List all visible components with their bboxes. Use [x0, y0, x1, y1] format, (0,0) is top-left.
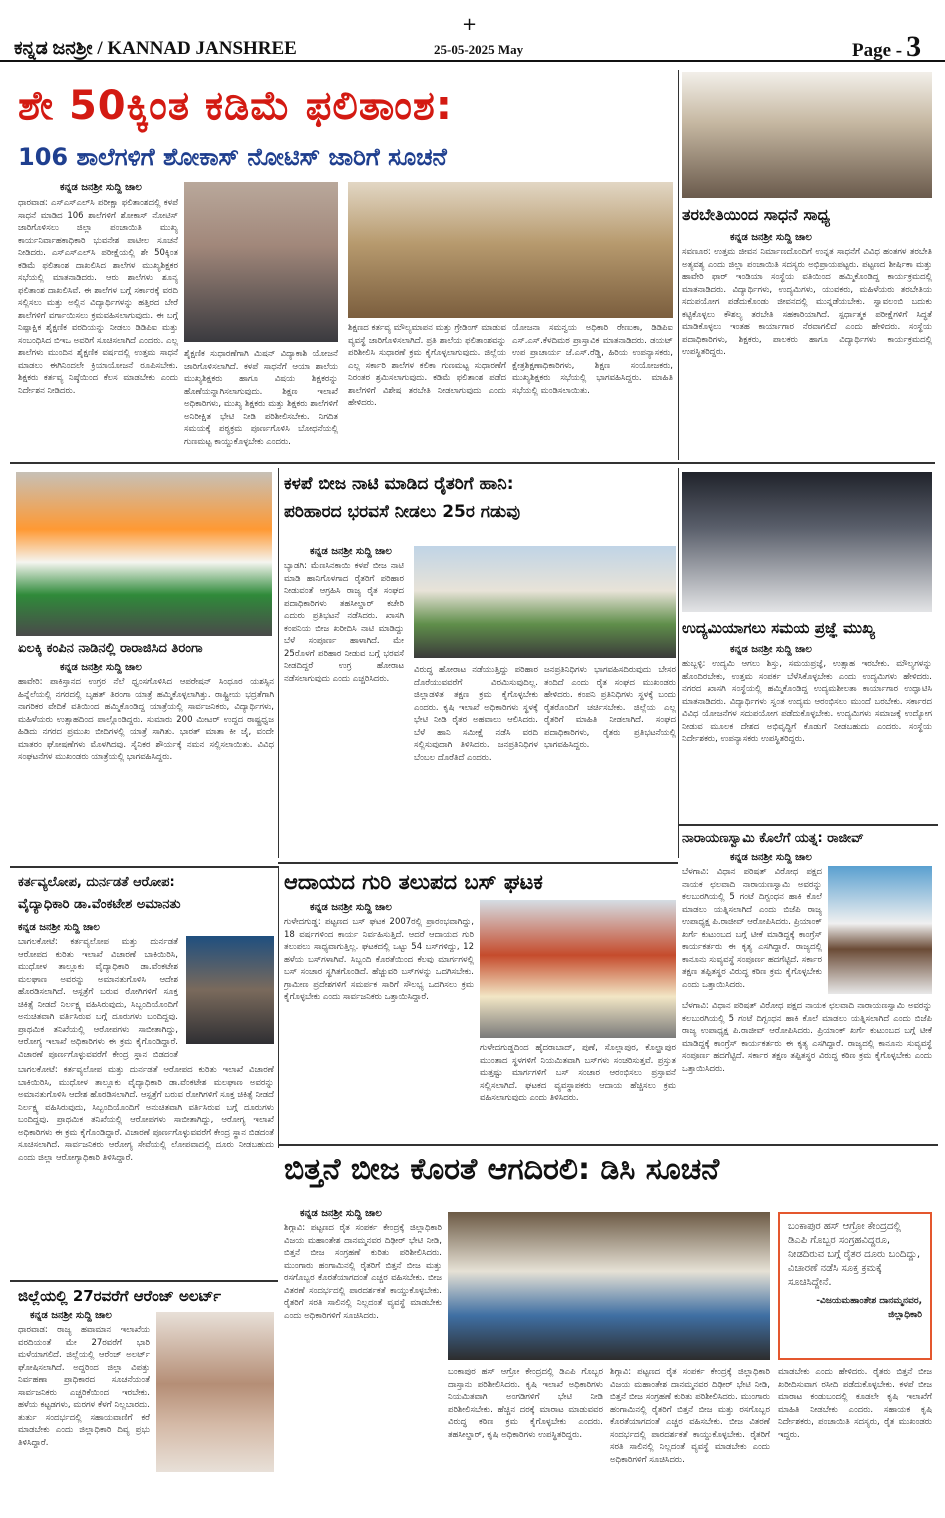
page-number-value: 3	[906, 30, 922, 63]
page-number	[852, 30, 921, 64]
bus-column-2: ಗುಳೇದಗುಡ್ಡದಿಂದ ಹೈದರಾಬಾದ್, ಪುಣೆ, ಸೊಲ್ಲಾಪುರ, ಕೊಲ್ಹಾಪುರ ಮುಂತಾದ ಸ್ಥಳಗಳಿಗೆ ನಿಯಮಿತವಾಗಿ ಬಸ್‌ಗಳು ಸಂಚರಿಸುತ್ತವೆ. ಪ್ರಸ್ತುತ ಮತ್ತಷ್ಟು ಮಾರ್ಗಗಳಿಗೆ ಬಸ್ ಸಂಚಾರ ಆರಂಭಿಸಲು ಪ್ರಸ್ತಾವನೆ ಸಲ್ಲಿಸಲಾಗಿದೆ. ಘಟಕದ ವ್ಯವಸ್ಥಾಪಕರು ಆದಾಯ ಹೆಚ್ಚಿಸಲು ಕ್ರಮ ವಹಿಸಲಾಗುವುದು ಎಂದು ತಿಳಿಸಿದರು.	[480, 1043, 676, 1103]
dc-quote-box	[778, 1212, 932, 1360]
entrepreneur-event-photo	[682, 472, 932, 612]
section-divider	[10, 1280, 278, 1282]
alert-body: ಧಾರವಾಡ: ರಾಜ್ಯ ಹವಾಮಾನ ಇಲಾಖೆಯ ವರದಿಯಂತೆ ಮೇ 27ರವರೆಗೆ ಭಾರಿ ಮಳೆಯಾಗಲಿದೆ. ಜಿಲ್ಲೆಯಲ್ಲಿ ಆರೆಂಜ್ ಅಲರ್ಟ್ ಘೋಷಿಸಲಾಗಿದೆ. ಅದ್ದರಿಂದ ಜಿಲ್ಲಾ ವಿಪತ್ತು ನಿರ್ವಹಣಾ ಪ್ರಾಧಿಕಾರದ ಸೂಚನೆಯಂತೆ ಸಾರ್ವಜನಿಕರು ಎಚ್ಚರಿಕೆಯಿಂದ ಇರಬೇಕು. ಹಳೆಯ ಕಟ್ಟಡಗಳು, ಮರಗಳ ಕೆಳಗೆ ನಿಲ್ಲಬಾರದು. ತುರ್ತು ಸಂದರ್ಭದಲ್ಲಿ ಸಹಾಯವಾಣಿಗೆ ಕರೆ ಮಾಡಬೇಕು ಎಂದು ಜಿಲ್ಲಾಧಿಕಾರಿ ದಿವ್ಯ ಪ್ರಭು ತಿಳಿಸಿದ್ದಾರೆ.	[18, 1325, 150, 1448]
lead-column-1: ಧಾರವಾಡ: ಎಸ್‌ಎಸ್‌ಎಲ್‌ಸಿ ಪರೀಕ್ಷಾ ಫಲಿತಾಂಶದಲ್ಲಿ ಕಳಪೆ ಸಾಧನೆ ಮಾಡಿದ 106 ಶಾಲೆಗಳಿಗೆ ಶೋಕಾಸ್ ನೋಟಿಸ್ ಜಾರಿಗೊಳಿಸಲು ಜಿಲ್ಲಾ ಪಂಚಾಯಿತಿ ಮುಖ್ಯ ಕಾರ್ಯನಿರ್ವಾಹಕಾಧಿಕಾರಿ ಭುವನೇಶ ಪಾಟೀಲ ಸೂಚನೆ ನೀಡಿದರು. ಎಸ್‌ಎಸ್‌ಎಲ್‌ಸಿ ಪರೀಕ್ಷೆಯಲ್ಲಿ ಶೇ 50ಕ್ಕಿಂತ ಕಡಿಮೆ ಫಲಿತಾಂಶ ದಾಖಲಿಸಿದ ಶಾಲೆಗಳ ಮುಖ್ಯಶಿಕ್ಷಕರ ಸಭೆಯಲ್ಲಿ ಮಾತನಾಡಿದರು. ಆರು ಶಾಲೆಗಳು ಶೂನ್ಯ ಫಲಿತಾಂಶ ದಾಖಲಿಸಿವೆ. ಈ ಶಾಲೆಗಳ ಬಗ್ಗೆ ಸರ್ಕಾರಕ್ಕೆ ವರದಿ ಸಲ್ಲಿಸಲು ಮತ್ತು ಅಲ್ಲಿನ ವಿದ್ಯಾರ್ಥಿಗಳನ್ನು ಹತ್ತಿರದ ಬೇರೆ ಶಾಲೆಗಳಿಗೆ ವರ್ಗಾಯಿಸಲು ಕ್ರಮವಹಿಸಲಾಗುವುದು. ಈ ಬಗ್ಗೆ ನಿಷ್ಪಾಕ್ಷಿಕ ಶೈಕ್ಷಣಿಕ ವರದಿಯನ್ನು ನೀಡಲು ಡಿಡಿಪಿಐ ಮತ್ತು ಸಂಬಂಧಿಸಿದ ಬಿಇಒ ಅವರಿಗೆ ಸೂಚಿಸಲಾಗಿದೆ ಎಂದರು. ಎಲ್ಲ ಶಾಲೆಗಳು ಮುಂದಿನ ಶೈಕ್ಷಣಿಕ ವರ್ಷದಲ್ಲಿ ಉತ್ತಮ ಸಾಧನೆ ಮಾಡಲು ಈಗಿನಿಂದಲೇ ಕ್ರಿಯಾಯೋಜನೆ ರೂಪಿಸಬೇಕು. ಶಿಕ್ಷಕರು ಕರ್ತವ್ಯ ನಿಷ್ಠೆಯಿಂದ ಕೆಲಸ ಮಾಡಬೇಕು ಎಂದು ನಿರ್ದೇಶನ ನೀಡಿದರು.	[18, 198, 178, 396]
lead-column-3: ಶಿಕ್ಷಣದ ಕರ್ತವ್ಯ ಮೌಲ್ಯಮಾಪನ ಮತ್ತು ಗ್ರೇಡಿಂಗ್ ಮಾಡುವ ವ್ಯವಸ್ಥೆ ಜಾರಿಗೊಳಿಸಲಾಗಿದೆ. ಪ್ರತಿ ಶಾಲೆಯ ಫಲಿತಾಂಶವನ್ನು ಪರಿಶೀಲಿಸಿ ಸುಧಾರಣೆ ಕ್ರಮ ಕೈಗೊಳ್ಳಲಾಗುವುದು. ಜಿಲ್ಲೆಯ ಎಲ್ಲ ಸರ್ಕಾರಿ ಶಾಲೆಗಳ ಕಲಿಕಾ ಗುಣಮಟ್ಟ ಸುಧಾರಣೆಗೆ ನಿರಂತರ ಶ್ರಮಿಸಲಾಗುವುದು. ಕಡಿಮೆ ಫಲಿತಾಂಶ ಪಡೆದ ಶಾಲೆಗಳಿಗೆ ವಿಶೇಷ ತರಬೇತಿ ನೀಡಲಾಗುವುದು ಎಂದು ಹೇಳಿದರು.	[348, 323, 506, 408]
seeds-column-2: ಬಂಕಾಪುರ ಹಸ್ ಆಗ್ರೋ ಕೇಂದ್ರದಲ್ಲಿ ಡಿಎಪಿ ಗೊಬ್ಬರ ದಾಸ್ತಾನು ಪರಿಶೀಲಿಸಿದರು. ಕೃಷಿ ಇಲಾಖೆ ಅಧಿಕಾರಿಗಳು ನಿಯಮಿತವಾಗಿ ಅಂಗಡಿಗಳಿಗೆ ಭೇಟಿ ನೀಡಿ ಪರಿಶೀಲಿಸಬೇಕು. ಹೆಚ್ಚಿನ ದರಕ್ಕೆ ಮಾರಾಟ ಮಾಡುವವರ ವಿರುದ್ಧ ಕಠಿಣ ಕ್ರಮ ಕೈಗೊಳ್ಳಬೇಕು ಎಂದರು. ತಹಸೀಲ್ದಾರ್, ಕೃಷಿ ಅಧಿಕಾರಿಗಳು ಉಪಸ್ಥಿತರಿದ್ದರು.	[448, 1367, 603, 1440]
collector-portrait-photo	[156, 1312, 274, 1472]
seeds-column-3: ಶಿಗ್ಗಾವಿ: ಪಟ್ಟಣದ ರೈತ ಸಂಪರ್ಕ ಕೇಂದ್ರಕ್ಕೆ ಜಿಲ್ಲಾಧಿಕಾರಿ ವಿಜಯ ಮಹಾಂತೇಶ ದಾನಮ್ಮನವರ ದಿಢೀರ್ ಭೇಟಿ ನೀಡಿ, ಬಿತ್ತನೆ ಬೀಜ ಸಂಗ್ರಹಣೆ ಕುರಿತು ಪರಿಶೀಲಿಸಿದರು. ಮುಂಗಾರು ಹಂಗಾಮಿನಲ್ಲಿ ರೈತರಿಗೆ ಬಿತ್ತನೆ ಬೀಜ ಮತ್ತು ರಸಗೊಬ್ಬರ ಕೊರತೆಯಾಗದಂತೆ ಎಚ್ಚರ ವಹಿಸಬೇಕು. ಬೀಜ ವಿತರಣೆ ಸಂದರ್ಭದಲ್ಲಿ ಪಾರದರ್ಶಕತೆ ಕಾಯ್ದುಕೊಳ್ಳಬೇಕು. ರೈತರಿಗೆ ಸರತಿ ಸಾಲಿನಲ್ಲಿ ನಿಲ್ಲದಂತೆ ವ್ಯವಸ್ಥೆ ಮಾಡಬೇಕು ಎಂದು ಅಧಿಕಾರಿಗಳಿಗೆ ಸೂಚಿಸಿದರು.	[610, 1367, 770, 1465]
section-divider	[678, 824, 938, 826]
training-headline: ತರಬೇತಿಯಿಂದ ಸಾಧನೆ ಸಾಧ್ಯ	[682, 205, 831, 224]
column-divider	[278, 866, 279, 1148]
entrepreneur-byline: ಕನ್ನಡ ಜನಶ್ರೀ ಸುದ್ದಿ ಜಾಲ	[730, 644, 812, 655]
meeting-hall-photo	[348, 182, 673, 318]
doctor-headline-2: ವೈದ್ಯಾಧಿಕಾರಿ ಡಾ.ವೆಂಕಟೇಶ ಅಮಾನತು	[18, 897, 181, 912]
tiranga-rally-photo	[16, 472, 272, 636]
section-divider	[278, 1144, 938, 1146]
newspaper-brand: ಕನ್ನಡ ಜನಶ್ರೀ / KANNAD JANSHREE	[14, 38, 297, 59]
narayan-body-2: ಬೆಳಗಾವಿ: ವಿಧಾನ ಪರಿಷತ್ ವಿರೋಧ ಪಕ್ಷದ ನಾಯಕ ಛಲವಾದಿ ನಾರಾಯಣಸ್ವಾಮಿ ಅವರನ್ನು ಕಲಬುರಗಿಯಲ್ಲಿ 5 ಗಂಟೆ ದಿಗ್ಬಂಧನ ಹಾಕಿ ಕೊಲೆ ಮಾಡಲು ಯತ್ನಿಸಲಾಗಿದೆ ಎಂದು ಬಿಜೆಪಿ ರಾಜ್ಯ ಉಪಾಧ್ಯಕ್ಷ ಪಿ.ರಾಜೀವ್ ಆರೋಪಿಸಿದರು. ಪ್ರಿಯಾಂಕ್ ಖರ್ಗೆ ಕುಟುಂಬದ ಬಗ್ಗೆ ಟೀಕೆ ಮಾಡಿದ್ದಕ್ಕೆ ಕಾಂಗ್ರೆಸ್ ಕಾರ್ಯಕರ್ತರು ಈ ಕೃತ್ಯ ಎಸಗಿದ್ದಾರೆ. ರಾಜ್ಯದಲ್ಲಿ ಕಾನೂನು ಸುವ್ಯವಸ್ಥೆ ಸಂಪೂರ್ಣ ಹದಗೆಟ್ಟಿದೆ. ಸರ್ಕಾರ ತಕ್ಷಣ ತಪ್ಪಿತಸ್ಥರ ವಿರುದ್ಧ ಕಠಿಣ ಕ್ರಮ ಕೈಗೊಳ್ಳಬೇಕು ಎಂದು ಒತ್ತಾಯಿಸಿದರು.	[682, 1001, 932, 1074]
tiranga-body: ಹಾವೇರಿ: ಪಾಕಿಸ್ತಾನದ ಉಗ್ರರ ನೆಲೆ ಧ್ವಂಸಗೊಳಿಸಿದ ಆಪರೇಷನ್ ಸಿಂಧೂರ ಯಶಸ್ಸಿನ ಹಿನ್ನೆಲೆಯಲ್ಲಿ ನಗರದಲ್ಲಿ ಬೃಹತ್ ತಿರಂಗಾ ಯಾತ್ರೆ ಹಮ್ಮಿಕೊಳ್ಳಲಾಗಿತ್ತು. ರಾಷ್ಟ್ರೀಯ ಭದ್ರತೆಗಾಗಿ ನಾಗರಿಕರ ವೇದಿಕೆ ವತಿಯಿಂದ ಹಮ್ಮಿಕೊಂಡಿದ್ದ ಯಾತ್ರೆಯಲ್ಲಿ ಸಾರ್ವಜನಿಕರು, ವಿದ್ಯಾರ್ಥಿಗಳು, ಮಹಿಳೆಯರು ಉತ್ಸಾಹದಿಂದ ಪಾಲ್ಗೊಂಡಿದ್ದರು. ಸುಮಾರು 200 ಮೀಟರ್ ಉದ್ದದ ರಾಷ್ಟ್ರಧ್ವಜ ಹಿಡಿದು ನಗರದ ಪ್ರಮುಖ ಬೀದಿಗಳಲ್ಲಿ ಯಾತ್ರೆ ಸಾಗಿತು. ಭಾರತ್ ಮಾತಾ ಕೀ ಜೈ, ವಂದೇ ಮಾತರಂ ಘೋಷಣೆಗಳು ಮೊಳಗಿದವು. ಸೈನಿಕರ ಶೌರ್ಯಕ್ಕೆ ನಮನ ಸಲ್ಲಿಸಲಾಯಿತು. ವಿವಿಧ ಸಂಘಟನೆಗಳ ಮುಖಂಡರು ಯಾತ್ರೆಯಲ್ಲಿ ಭಾಗವಹಿಸಿದ್ದರು.	[18, 677, 274, 762]
seeds-byline: ಕನ್ನಡ ಜನಶ್ರೀ ಸುದ್ದಿ ಜಾಲ	[300, 1208, 382, 1219]
issue-date: 25-05-2025 May	[434, 42, 524, 57]
seed-store-inspection-photo	[448, 1212, 770, 1360]
farmers-column-3: ಜನಪ್ರತಿನಿಧಿಗಳು ಭಾಗವಹಿಸದಿರುವುದು ಬೇಸರ ತಂದಿದೆ ಎಂದು ರೈತ ಸಂಘದ ಮುಖಂಡರು ಹೇಳಿದರು. ಕಂಪನಿ ಪ್ರತಿನಿಧಿಗಳು ಸ್ಥಳಕ್ಕೆ ಬಂದು ರೈತರೊಂದಿಗೆ ಚರ್ಚಿಸಬೇಕು. ಜಿಲ್ಲೆಯ ಎಲ್ಲ ರೈತರಿಗೆ ಮಾಹಿತಿ ನೀಡಲಾಗಿದೆ. ಸಂಘದ ಪದಾಧಿಕಾರಿಗಳು, ರೈತರು ಪ್ರತಿಭಟನೆಯಲ್ಲಿ ಭಾಗವಹಿಸಿದ್ದರು.	[544, 665, 676, 750]
seeds-column-4: ಮಾಡಬೇಕು ಎಂದು ಹೇಳಿದರು. ರೈತರು ಬಿತ್ತನೆ ಬೀಜ ಖರೀದಿಸುವಾಗ ರಸೀದಿ ಪಡೆದುಕೊಳ್ಳಬೇಕು. ಕಳಪೆ ಬೀಜ ಮಾರಾಟ ಕಂಡುಬಂದಲ್ಲಿ ಕೂಡಲೇ ಕೃಷಿ ಇಲಾಖೆಗೆ ಮಾಹಿತಿ ನೀಡಬೇಕು ಎಂದರು. ಸಹಾಯಕ ಕೃಷಿ ನಿರ್ದೇಶಕರು, ಪಂಚಾಯಿತಿ ಸದಸ್ಯರು, ರೈತ ಮುಖಂಡರು ಇದ್ದರು.	[778, 1367, 932, 1440]
lead-column-2: ಶೈಕ್ಷಣಿಕ ಸುಧಾರಣೆಗಾಗಿ ಮಿಷನ್ ವಿದ್ಯಾಕಾಶಿ ಯೋಜನೆ ಜಾರಿಗೊಳಿಸಲಾಗಿದೆ. ಕಳಪೆ ಸಾಧನೆಗೆ ಆಯಾ ಶಾಲೆಯ ಮುಖ್ಯಶಿಕ್ಷಕರು ಹಾಗೂ ವಿಷಯ ಶಿಕ್ಷಕರನ್ನು ಹೊಣೆಯನ್ನಾಗಿಸಲಾಗುವುದು. ಶಿಕ್ಷಣ ಇಲಾಖೆ ಅಧಿಕಾರಿಗಳು, ಮುಖ್ಯ ಶಿಕ್ಷಕರು ಮತ್ತು ಶಿಕ್ಷಕರು ಶಾಲೆಗಳಿಗೆ ಅನಿರೀಕ್ಷಿತ ಭೇಟಿ ನೀಡಿ ಪರಿಶೀಲಿಸಬೇಕು. ನಿಗದಿತ ಸಮಯಕ್ಕೆ ಪಠ್ಯಕ್ರಮ ಪೂರ್ಣಗೊಳಿಸಿ ಬೋಧನೆಯಲ್ಲಿ ಗುಣಮಟ್ಟ ಕಾಯ್ದುಕೊಳ್ಳಬೇಕು ಎಂದರು.	[184, 349, 338, 447]
section-divider	[10, 462, 935, 464]
column-divider	[678, 70, 679, 460]
entrepreneur-headline: ಉದ್ಯಮಿಯಾಗಲು ಸಮಯ ಪ್ರಜ್ಞೆ ಮುಖ್ಯ	[682, 619, 875, 637]
bus-byline: ಕನ್ನಡ ಜನಶ್ರೀ ಸುದ್ದಿ ಜಾಲ	[310, 902, 392, 913]
alert-byline: ಕನ್ನಡ ಜನಶ್ರೀ ಸುದ್ದಿ ಜಾಲ	[30, 1310, 112, 1321]
alert-headline: ಜಿಲ್ಲೆಯಲ್ಲಿ 27ರವರೆಗೆ ಆರೆಂಜ್ ಅಲರ್ಟ್	[18, 1287, 222, 1305]
farmers-column-2: ವಿರುದ್ಧ ಹೋರಾಟ ನಡೆಯುತ್ತಿದ್ದು ಪರಿಹಾರ ದೊರೆಯುವವರೆಗೆ ವಿರಮಿಸುವುದಿಲ್ಲ. ಜಿಲ್ಲಾಡಳಿತ ತಕ್ಷಣ ಕ್ರಮ ಕೈಗೊಳ್ಳಬೇಕು ಎಂದರು. ಕೃಷಿ ಇಲಾಖೆ ಅಧಿಕಾರಿಗಳು ಸ್ಥಳಕ್ಕೆ ಭೇಟಿ ನೀಡಿ ರೈತರ ಅಹವಾಲು ಆಲಿಸಿದರು. ಬೆಳೆ ಹಾನಿ ಸಮೀಕ್ಷೆ ನಡೆಸಿ ವರದಿ ಸಲ್ಲಿಸುವುದಾಗಿ ತಿಳಿಸಿದರು. ಜನಪ್ರತಿನಿಧಿಗಳ ಬೆಂಬಲ ದೊರೆತಿದೆ ಎಂದರು.	[414, 665, 538, 763]
tiranga-headline: ಏಲಕ್ಕಿ ಕಂಪಿನ ನಾಡಿನಲ್ಲಿ ರಾರಾಜಿಸಿದ ತಿರಂಗಾ	[18, 641, 203, 656]
narayan-body-1: ಬೆಳಗಾವಿ: ವಿಧಾನ ಪರಿಷತ್ ವಿರೋಧ ಪಕ್ಷದ ನಾಯಕ ಛಲವಾದಿ ನಾರಾಯಣಸ್ವಾಮಿ ಅವರನ್ನು ಕಲಬುರಗಿಯಲ್ಲಿ 5 ಗಂಟೆ ದಿಗ್ಬಂಧನ ಹಾಕಿ ಕೊಲೆ ಮಾಡಲು ಯತ್ನಿಸಲಾಗಿದೆ ಎಂದು ಬಿಜೆಪಿ ರಾಜ್ಯ ಉಪಾಧ್ಯಕ್ಷ ಪಿ.ರಾಜೀವ್ ಆರೋಪಿಸಿದರು. ಪ್ರಿಯಾಂಕ್ ಖರ್ಗೆ ಕುಟುಂಬದ ಬಗ್ಗೆ ಟೀಕೆ ಮಾಡಿದ್ದಕ್ಕೆ ಕಾಂಗ್ರೆಸ್ ಕಾರ್ಯಕರ್ತರು ಈ ಕೃತ್ಯ ಎಸಗಿದ್ದಾರೆ. ರಾಜ್ಯದಲ್ಲಿ ಕಾನೂನು ಸುವ್ಯವಸ್ಥೆ ಸಂಪೂರ್ಣ ಹದಗೆಟ್ಟಿದೆ. ಸರ್ಕಾರ ತಕ್ಷಣ ತಪ್ಪಿತಸ್ಥರ ವಿರುದ್ಧ ಕಠಿಣ ಕ್ರಮ ಕೈಗೊಳ್ಳಬೇಕು ಎಂದು ಒತ್ತಾಯಿಸಿದರು.	[682, 867, 822, 990]
farmers-protest-photo	[414, 546, 676, 658]
narayan-byline: ಕನ್ನಡ ಜನಶ್ರೀ ಸುದ್ದಿ ಜಾಲ	[730, 852, 812, 863]
farmers-headline-1: ಕಳಪೆ ಬೀಜ ನಾಟಿ ಮಾಡಿದ ರೈತರಿಗೆ ಹಾನಿ:	[284, 474, 514, 494]
column-divider	[278, 468, 279, 858]
bus-column-1: ಗುಳೇದಗುಡ್ಡ: ಪಟ್ಟಣದ ಬಸ್ ಘಟಕ 2007ರಲ್ಲಿ ಪ್ರಾರಂಭವಾಗಿದ್ದು, 18 ವರ್ಷಗಳಿಂದ ಕಾರ್ಯ ನಿರ್ವಹಿಸುತ್ತಿದೆ. ಆದರೆ ಆದಾಯದ ಗುರಿ ತಲುಪಲು ಸಾಧ್ಯವಾಗುತ್ತಿಲ್ಲ. ಘಟಕದಲ್ಲಿ ಒಟ್ಟು 54 ಬಸ್‌ಗಳಿದ್ದು, 12 ಹಳೆಯ ಬಸ್‌ಗಳಾಗಿವೆ. ಸಿಬ್ಬಂದಿ ಕೊರತೆಯಿಂದ ಕೆಲವು ಮಾರ್ಗಗಳಲ್ಲಿ ಬಸ್ ಸಂಚಾರ ಸ್ಥಗಿತಗೊಂಡಿದೆ. ಹೆಚ್ಚುವರಿ ಬಸ್‌ಗಳನ್ನು ಒದಗಿಸಬೇಕು. ಗ್ರಾಮೀಣ ಪ್ರದೇಶಗಳಿಗೆ ಸಮರ್ಪಕ ಸಾರಿಗೆ ಸೌಲಭ್ಯ ಒದಗಿಸಲು ಕ್ರಮ ಕೈಗೊಳ್ಳಬೇಕು ಎಂದು ಸಾರ್ವಜನಿಕರು ಒತ್ತಾಯಿಸಿದ್ದಾರೆ.	[284, 917, 474, 1002]
training-byline: ಕನ್ನಡ ಜನಶ್ರೀ ಸುದ್ದಿ ಜಾಲ	[730, 232, 812, 243]
doctor-body-1: ಬಾಗಲಕೋಟೆ: ಕರ್ತವ್ಯಲೋಪ ಮತ್ತು ದುರ್ನಡತೆ ಆರೋಪದ ಕುರಿತು ಇಲಾಖೆ ವಿಚಾರಣೆ ಬಾಕಿಯಿರಿಸಿ, ಮುಧೋಳ ತಾಲ್ಲೂಕು ವೈದ್ಯಾಧಿಕಾರಿ ಡಾ.ವೆಂಕಟೇಶ ಮಲಘಾಣ ಅವರನ್ನು ಅಮಾನತುಗೊಳಿಸಿ ಆದೇಶ ಹೊರಡಿಸಲಾಗಿದೆ. ಆಸ್ಪತ್ರೆಗೆ ಬರುವ ರೋಗಿಗಳಿಗೆ ಸೂಕ್ತ ಚಿಕಿತ್ಸೆ ನೀಡದೆ ನಿರ್ಲಕ್ಷ್ಯ ವಹಿಸಿರುವುದು, ಸಿಬ್ಬಂದಿಯೊಂದಿಗೆ ಅನುಚಿತವಾಗಿ ವರ್ತಿಸಿರುವ ಬಗ್ಗೆ ದೂರುಗಳು ಬಂದಿದ್ದವು. ಪ್ರಾಥಮಿಕ ತನಿಖೆಯಲ್ಲಿ ಆರೋಪಗಳು ಸಾಬೀತಾಗಿದ್ದು, ಆರೋಗ್ಯ ಇಲಾಖೆ ಅಧಿಕಾರಿಗಳು ಈ ಕ್ರಮ ಕೈಗೊಂಡಿದ್ದಾರೆ. ವಿಚಾರಣೆ ಪೂರ್ಣಗೊಳ್ಳುವವರೆಗೆ ಕೇಂದ್ರ ಸ್ಥಾನ ಬಿಡದಂತೆ	[18, 937, 178, 1060]
lead-byline: ಕನ್ನಡ ಜನಶ್ರೀ ಸುದ್ದಿ ಜಾಲ	[60, 182, 142, 193]
lead-column-4: ಯೋಜನಾ ಸಮನ್ವಯ ಅಧಿಕಾರಿ ರೇಣುಕಾ, ಡಿಡಿಪಿಐ ಎಸ್.ಎಸ್.ಕೆಳದಿಮಠ ಪ್ರಾಸ್ತಾವಿಕ ಮಾತನಾಡಿದರು. ಡಯಟ್ ಉಪ ಪ್ರಾಚಾರ್ಯ ಜೆ.ಎಸ್.ರೆಡ್ಡಿ, ಹಿರಿಯ ಉಪನ್ಯಾಸಕರು, ಕ್ಷೇತ್ರಶಿಕ್ಷಣಾಧಿಕಾರಿಗಳು, ಶಿಕ್ಷಣ ಸಂಯೋಜಕರು, ಮುಖ್ಯಶಿಕ್ಷಕರು ಸಭೆಯಲ್ಲಿ ಭಾಗವಹಿಸಿದ್ದರು. ಮಾಹಿತಿ ಸಭೆಯಲ್ಲಿ ಮಂಡಿಸಲಾಯಿತು.	[512, 323, 673, 396]
section-divider	[278, 862, 678, 864]
farmers-headline-2: ಪರಿಹಾರದ ಭರವಸೆ ನೀಡಲು 25ರ ಗಡುವು	[284, 502, 521, 522]
doctor-byline: ಕನ್ನಡ ಜನಶ್ರೀ ಸುದ್ದಿ ಜಾಲ	[18, 922, 100, 933]
entrepreneur-body: ಹುಬ್ಬಳ್ಳಿ: ಉದ್ಯಮಿ ಆಗಲು ಶಿಸ್ತು, ಸಮಯಪ್ರಜ್ಞೆ, ಉತ್ಸಾಹ ಇರಬೇಕು. ಮೌಲ್ಯಗಳನ್ನು ಹೊಂದಿರಬೇಕು, ಉತ್ತಮ ಸಂಪರ್ಕ ಬೆಳೆಸಿಕೊಳ್ಳಬೇಕು ಎಂದು ಉದ್ಯಮಿಗಳು ಹೇಳಿದರು. ನಗರದ ಖಾಸಗಿ ಸಂಸ್ಥೆಯಲ್ಲಿ ಹಮ್ಮಿಕೊಂಡಿದ್ದ ಉದ್ಯಮಶೀಲತಾ ಕಾರ್ಯಾಗಾರ ಉದ್ಘಾಟಿಸಿ ಮಾತನಾಡಿದರು. ವಿದ್ಯಾರ್ಥಿಗಳು ಸ್ವಂತ ಉದ್ಯಮ ಆರಂಭಿಸಲು ಮುಂದೆ ಬರಬೇಕು. ಸರ್ಕಾರದ ವಿವಿಧ ಯೋಜನೆಗಳ ಸದುಪಯೋಗ ಪಡೆದುಕೊಳ್ಳಬೇಕು. ಉದ್ಯಮಿಗಳು ಸಮಾಜಕ್ಕೆ ಉದ್ಯೋಗ ನೀಡುವ ಮೂಲಕ ದೇಶದ ಅಭಿವೃದ್ಧಿಗೆ ಕೊಡುಗೆ ನೀಡಬಹುದು ಎಂದರು. ಸಂಸ್ಥೆಯ ನಿರ್ದೇಶಕರು, ಉಪನ್ಯಾಸಕರು ಉಪಸ್ಥಿತರಿದ್ದರು.	[682, 659, 932, 744]
narayan-headline: ನಾರಾಯಣಸ್ವಾಮಿ ಕೊಲೆಗೆ ಯತ್ನ: ರಾಜೀವ್	[682, 831, 864, 846]
doctor-body-2: ಬಾಗಲಕೋಟೆ: ಕರ್ತವ್ಯಲೋಪ ಮತ್ತು ದುರ್ನಡತೆ ಆರೋಪದ ಕುರಿತು ಇಲಾಖೆ ವಿಚಾರಣೆ ಬಾಕಿಯಿರಿಸಿ, ಮುಧೋಳ ತಾಲ್ಲೂಕು ವೈದ್ಯಾಧಿಕಾರಿ ಡಾ.ವೆಂಕಟೇಶ ಮಲಘಾಣ ಅವರನ್ನು ಅಮಾನತುಗೊಳಿಸಿ ಆದೇಶ ಹೊರಡಿಸಲಾಗಿದೆ. ಆಸ್ಪತ್ರೆಗೆ ಬರುವ ರೋಗಿಗಳಿಗೆ ಸೂಕ್ತ ಚಿಕಿತ್ಸೆ ನೀಡದೆ ನಿರ್ಲಕ್ಷ್ಯ ವಹಿಸಿರುವುದು, ಸಿಬ್ಬಂದಿಯೊಂದಿಗೆ ಅನುಚಿತವಾಗಿ ವರ್ತಿಸಿರುವ ಬಗ್ಗೆ ದೂರುಗಳು ಬಂದಿದ್ದವು. ಪ್ರಾಥಮಿಕ ತನಿಖೆಯಲ್ಲಿ ಆರೋಪಗಳು ಸಾಬೀತಾಗಿದ್ದು, ಆರೋಗ್ಯ ಇಲಾಖೆ ಅಧಿಕಾರಿಗಳು ಈ ಕ್ರಮ ಕೈಗೊಂಡಿದ್ದಾರೆ. ವಿಚಾರಣೆ ಪೂರ್ಣಗೊಳ್ಳುವವರೆಗೆ ಕೇಂದ್ರ ಸ್ಥಾನ ಬಿಡದಂತೆ ಸೂಚಿಸಲಾಗಿದೆ. ಸಾರ್ವಜನಿಕರು ಆರೋಗ್ಯ ಸೇವೆಯಲ್ಲಿ ಲೋಪವಾದಲ್ಲಿ ದೂರು ನೀಡಬಹುದು ಎಂದು ಜಿಲ್ಲಾ ಆರೋಗ್ಯಾಧಿಕಾರಿ ತಿಳಿಸಿದ್ದಾರೆ.	[18, 1065, 274, 1163]
doctor-headline-1: ಕರ್ತವ್ಯಲೋಪ, ದುರ್ನಡತೆ ಆರೋಪ:	[18, 875, 175, 890]
bus-depot-photo	[480, 900, 676, 1038]
column-divider	[678, 468, 679, 858]
tiranga-byline: ಕನ್ನಡ ಜನಶ್ರೀ ಸುದ್ದಿ ಜಾಲ	[60, 662, 142, 673]
page-label: Page -	[852, 40, 903, 61]
lead-subheadline: 106 ಶಾಲೆಗಳಿಗೆ ಶೋಕಾಸ್ ನೋಟಿಸ್ ಜಾರಿಗೆ ಸೂಚನೆ	[18, 143, 447, 171]
quote-author: -ವಿಜಯಮಹಾಂತೇಶ ದಾನಮ್ಮನವರ, ಜಿಲ್ಲಾಧಿಕಾರಿ	[816, 1296, 922, 1320]
training-group-photo	[682, 72, 932, 198]
seeds-headline: ಬಿತ್ತನೆ ಬೀಜ ಕೊರತೆ ಆಗದಿರಲಿ: ಡಿಸಿ ಸೂಚನೆ	[284, 1152, 720, 1187]
bus-headline: ಆದಾಯದ ಗುರಿ ತಲುಪದ ಬಸ್ ಘಟಕ	[284, 870, 543, 894]
training-body: ಸವಣೂರ: ಉತ್ತಮ ಜೀವನ ನಿರ್ಮಾಣದೊಂದಿಗೆ ಉನ್ನತ ಸಾಧನೆಗೆ ವಿವಿಧ ಹಂತಗಳ ತರಬೇತಿ ಅತ್ಯವಶ್ಯ ಎಂದು ಜಿಲ್ಲಾ ಪಂಚಾಯಿತಿ ಸದಸ್ಯರು ಅಭಿಪ್ರಾಯಪಟ್ಟರು. ಪಟ್ಟಣದ ಶೀರ್ಷಿಕಾ ಮತ್ತು ಹಾವೇರಿ ಫಾರ್ ಇಂಡಿಯಾ ಸಂಸ್ಥೆಯ ವತಿಯಿಂದ ಹಮ್ಮಿಕೊಂಡಿದ್ದ ಕಾರ್ಯಕ್ರಮದಲ್ಲಿ ಮಾತನಾಡಿದರು. ವಿದ್ಯಾರ್ಥಿಗಳು, ಉದ್ಯಮಿಗಳು, ಯುವಕರು, ಮಹಿಳೆಯರು ತರಬೇತಿಯ ಸದುಪಯೋಗ ಪಡೆದುಕೊಂಡು ಜೀವನದಲ್ಲಿ ಮುನ್ನಡೆಯಬೇಕು. ಸ್ವಾವಲಂಬಿ ಬದುಕು ಕಟ್ಟಿಕೊಳ್ಳಲು ಕೌಶಲ್ಯ ತರಬೇತಿ ಸಹಕಾರಿಯಾಗಿದೆ. ಸ್ಪರ್ಧಾತ್ಮಕ ಪರೀಕ್ಷೆಗಳಿಗೆ ಸಿದ್ಧತೆ ಮಾಡಿಕೊಳ್ಳಲು ಇಂತಹ ಕಾರ್ಯಾಗಾರ ನೆರವಾಗಲಿದೆ ಎಂದು ಹೇಳಿದರು. ಸಂಸ್ಥೆಯ ಪದಾಧಿಕಾರಿಗಳು, ಶಿಕ್ಷಕರು, ಪಾಲಕರು ಹಾಗೂ ವಿದ್ಯಾರ್ಥಿಗಳು ಕಾರ್ಯಕ್ರಮದಲ್ಲಿ ಉಪಸ್ಥಿತರಿದ್ದರು.	[682, 247, 932, 357]
quote-text: ಬಂಕಾಪುರ ಹಸ್ ಆಗ್ರೋ ಕೇಂದ್ರದಲ್ಲಿ ಡಿಎಪಿ ಗೊಬ್ಬರ ಸಂಗ್ರಹವಿದ್ದರೂ, ನೀಡದಿರುವ ಬಗ್ಗೆ ರೈತರ ದೂರು ಬಂದಿದ್ದು, ವಿಚಾರಣೆ ನಡೆಸಿ ಸೂಕ್ತ ಕ್ರಮಕ್ಕೆ ಸೂಚಿಸಿದ್ದೇನೆ.	[788, 1221, 921, 1288]
seeds-column-1: ಶಿಗ್ಗಾವಿ: ಪಟ್ಟಣದ ರೈತ ಸಂಪರ್ಕ ಕೇಂದ್ರಕ್ಕೆ ಜಿಲ್ಲಾಧಿಕಾರಿ ವಿಜಯ ಮಹಾಂತೇಶ ದಾನಮ್ಮನವರ ದಿಢೀರ್ ಭೇಟಿ ನೀಡಿ, ಬಿತ್ತನೆ ಬೀಜ ಸಂಗ್ರಹಣೆ ಕುರಿತು ಪರಿಶೀಲಿಸಿದರು. ಮುಂಗಾರು ಹಂಗಾಮಿನಲ್ಲಿ ರೈತರಿಗೆ ಬಿತ್ತನೆ ಬೀಜ ಮತ್ತು ರಸಗೊಬ್ಬರ ಕೊರತೆಯಾಗದಂತೆ ಎಚ್ಚರ ವಹಿಸಬೇಕು. ಬೀಜ ವಿತರಣೆ ಸಂದರ್ಭದಲ್ಲಿ ಪಾರದರ್ಶಕತೆ ಕಾಯ್ದುಕೊಳ್ಳಬೇಕು. ರೈತರಿಗೆ ಸರತಿ ಸಾಲಿನಲ್ಲಿ ನಿಲ್ಲದಂತೆ ವ್ಯವಸ್ಥೆ ಮಾಡಬೇಕು ಎಂದು ಅಧಿಕಾರಿಗಳಿಗೆ ಸೂಚಿಸಿದರು.	[284, 1223, 442, 1321]
registration-mark: +	[462, 14, 478, 35]
official-portrait-photo	[184, 182, 338, 342]
farmers-column-1: ಬ್ಯಾಡಗಿ: ಮೆಣಸಿನಕಾಯಿ ಕಳಪೆ ಬೀಜ ನಾಟಿ ಮಾಡಿ ಹಾನಿಗೊಳಗಾದ ರೈತರಿಗೆ ಪರಿಹಾರ ನೀಡುವಂತೆ ಆಗ್ರಹಿಸಿ ರಾಜ್ಯ ರೈತ ಸಂಘದ ಪದಾಧಿಕಾರಿಗಳು ತಹಸೀಲ್ದಾರ್ ಕಚೇರಿ ಎದುರು ಪ್ರತಿಭಟನೆ ನಡೆಸಿದರು. ಖಾಸಗಿ ಕಂಪನಿಯ ಬೀಜ ಖರೀದಿಸಿ ನಾಟಿ ಮಾಡಿದ್ದು ಬೆಳೆ ಸಂಪೂರ್ಣ ಹಾಳಾಗಿದೆ. ಮೇ 25ರೊಳಗೆ ಪರಿಹಾರ ನೀಡುವ ಬಗ್ಗೆ ಭರವಸೆ ನೀಡದಿದ್ದರೆ ಉಗ್ರ ಹೋರಾಟ ನಡೆಸಲಾಗುವುದು ಎಂದು ಎಚ್ಚರಿಸಿದರು.	[284, 561, 404, 684]
farmers-byline: ಕನ್ನಡ ಜನಶ್ರೀ ಸುದ್ದಿ ಜಾಲ	[310, 546, 392, 557]
leader-portrait-photo	[828, 866, 932, 994]
section-divider	[10, 866, 278, 868]
lead-headline: ಶೇ 50ಕ್ಕಿಂತ ಕಡಿಮೆ ಫಲಿತಾಂಶ:	[18, 83, 453, 129]
doctor-portrait-photo	[186, 936, 274, 1044]
